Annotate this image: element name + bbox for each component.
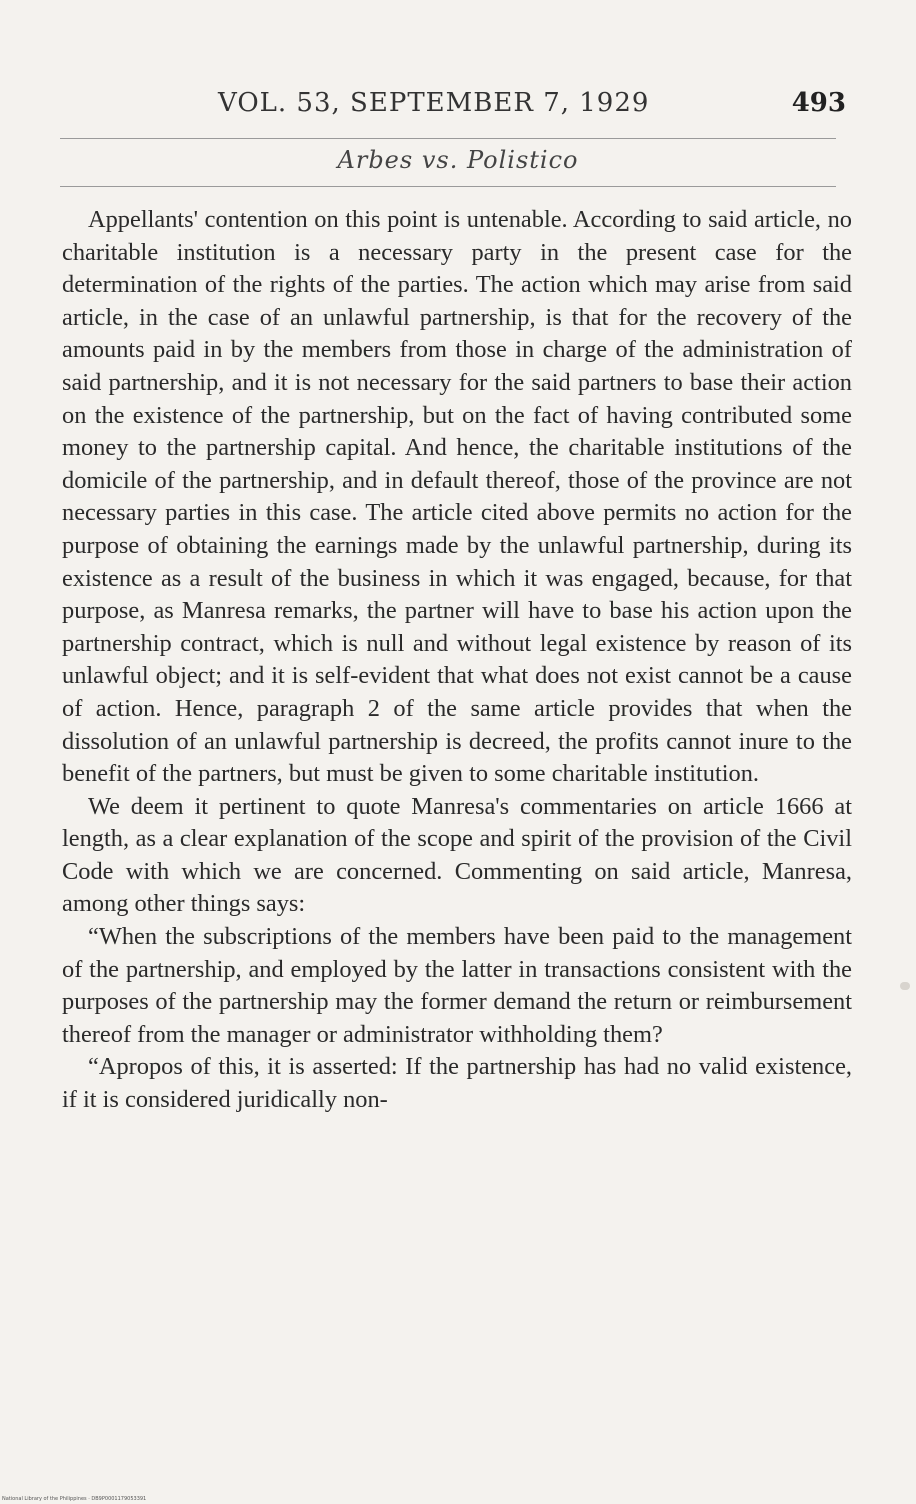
paragraph: We deem it pertinent to quote Manresa's commentaries on article 1666 at length, as a clear explanation of the scope and spirit of the provision of the Civil Code with which we are concerned. Commenting on said article, Manresa, among other things says: — [62, 792, 852, 918]
footer-credit: National Library of the Philippines · DB9P0001179053391 — [2, 1496, 147, 1502]
case-title: Arbes vs. Polistico — [337, 146, 579, 174]
running-head — [62, 88, 846, 128]
paragraph: “Apropos of this, it is asserted: If the partnership has had no valid existence, if it is considered juridically non- — [62, 1053, 852, 1114]
running-title: VOL. 53, SEPTEMBER 7, 1929 — [218, 88, 650, 118]
body-text — [62, 204, 852, 1117]
paragraph: Appellants' contention on this point is untenable. According to said article, no charitable institution is a necessary party in the present case for the determination of the rights of the parties. The action which may arise from said article, in the case of an unlawful partnership, is that for the recovery of the amounts paid in by the members from those in charge of the administration of said partnership, and it is not necessary for the said partners to base their action on the existence of the partnership, but on the fact of having contributed some money to the partnership capital. And hence, the charitable institutions of the domicile of the partnership, and in default thereof, those of the province are not necessary parties in this case. The article cited above permits no action for the purpose of obtaining the earnings made by the unlawful partnership, during its existence as a result of the business in which it was engaged, because, for that purpose, as Manresa remarks, the partner will have to base his action upon the partnership contract, which is null and without legal existence by reason of its unlawful object; and it is self-evident that what does not exist cannot be a cause of action. Hence, paragraph 2 of the same article provides that when the dissolution of an unlawful partnership is decreed, the profits cannot inure to the benefit of the partners, but must be given to some charitable institution. — [62, 206, 852, 788]
scan-mark — [900, 982, 910, 990]
header-rule-bottom — [60, 186, 836, 187]
paragraph: “When the subscriptions of the members have been paid to the management of the partnership, and employed by the latter in transactions consistent with the purposes of the partnership may the former demand the return or reimbursement thereof from the manager or administrator withholding them? — [62, 923, 852, 1048]
header-rule-top — [60, 138, 836, 139]
page-number: 493 — [791, 88, 846, 118]
